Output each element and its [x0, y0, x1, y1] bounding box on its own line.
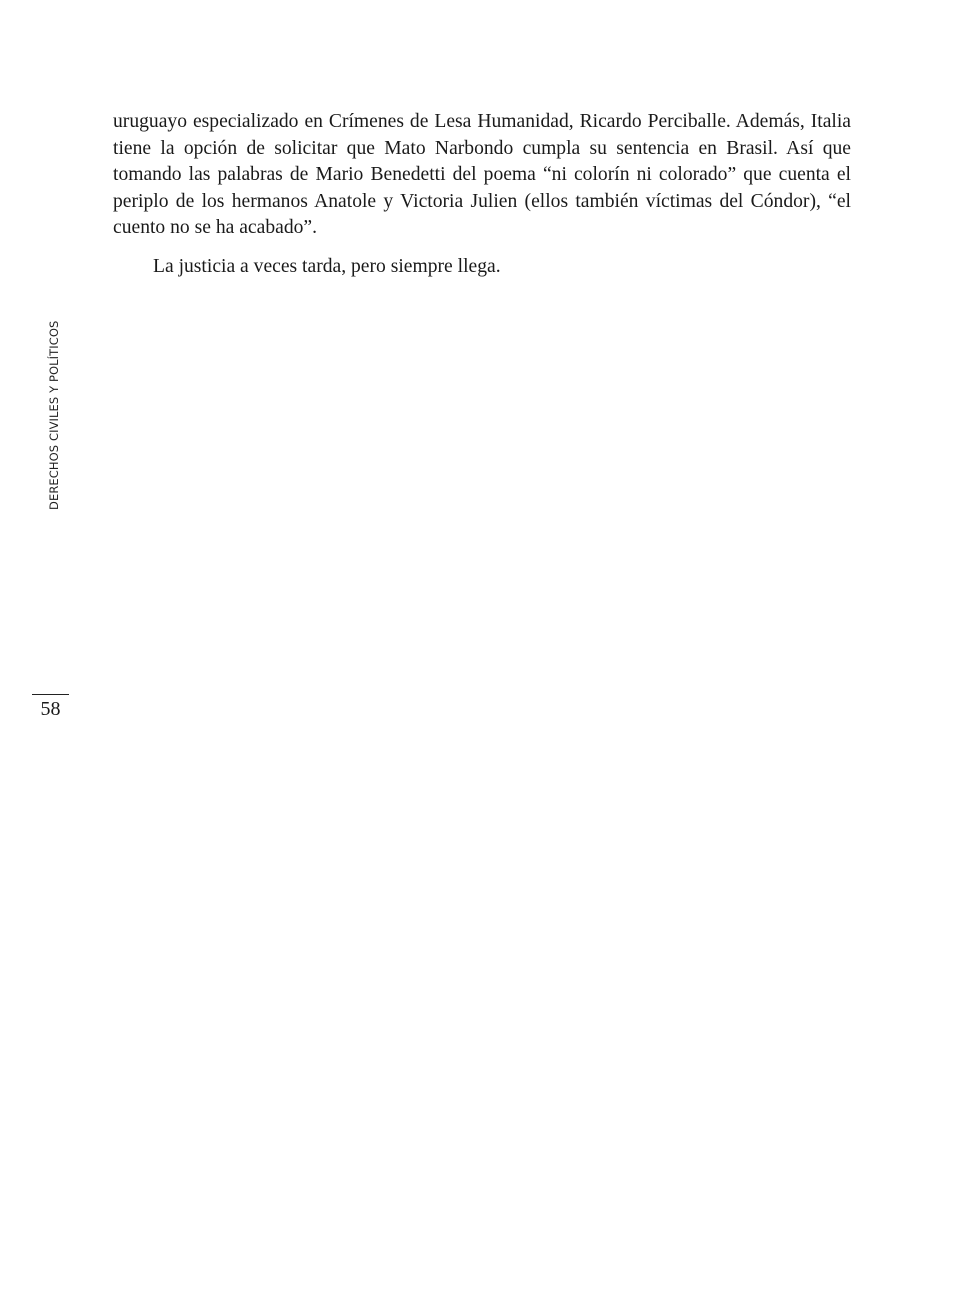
running-head: DERECHOS CIVILES Y POLÍTICOS: [47, 320, 61, 510]
folio-rule: [32, 694, 69, 695]
body-text: [113, 109, 851, 281]
page-number: 58: [40, 698, 61, 720]
paragraph: uruguayo especializado en Crímenes de Lesa Humanidad, Ricardo Perciballe. Además, Italia tiene la opción de solicitar que Mato Narbondo cumpla su sentencia en Brasil. Así que tomando las palabras de Mario Benedetti del poema “ni colorín ni colorado” que cuenta el periplo de los hermanos Anatole y Victoria Julien (ellos también víctimas del Cóndor), “el cuento no se ha acabado”.: [113, 111, 851, 239]
paragraph: La justicia a veces tarda, pero siempre llega.: [153, 255, 501, 277]
